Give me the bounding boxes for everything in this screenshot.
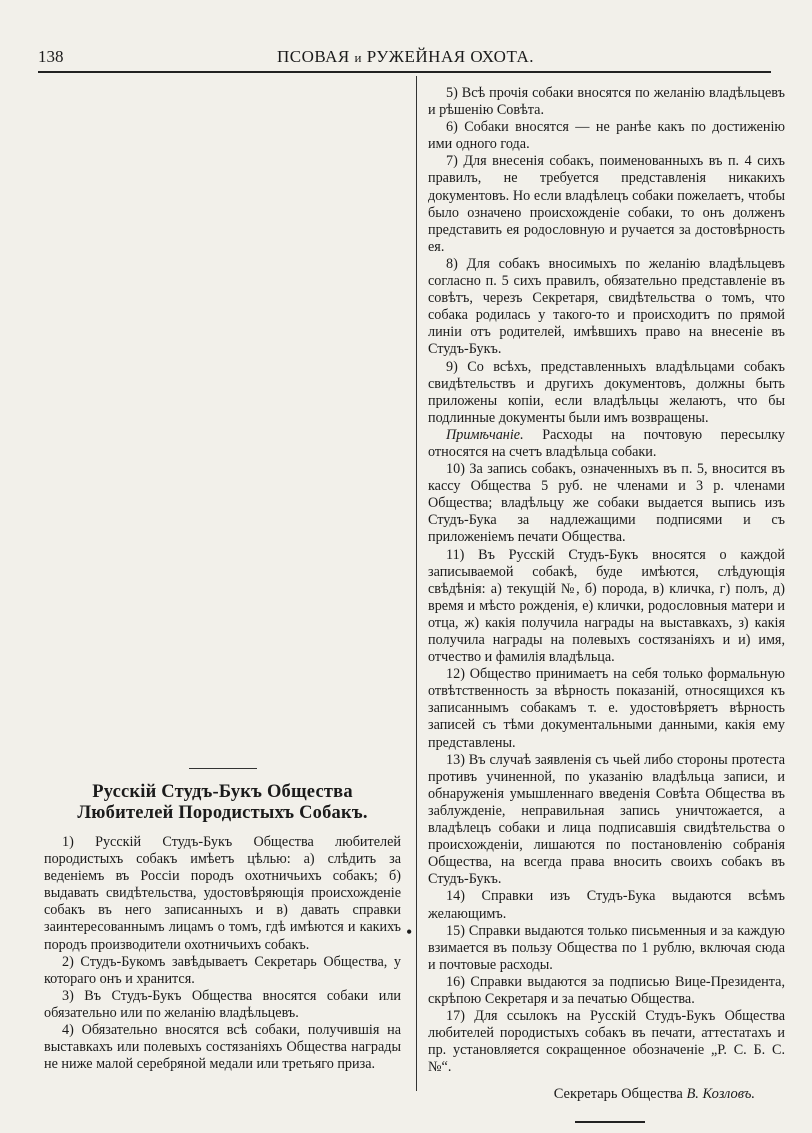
- paragraph-15: 15) Справки выдаются только письменныя и за каждую взимается въ пользу Общества по 1 рублю, включая сюда и почтовые расходы.: [428, 922, 785, 973]
- running-title-part2: РУЖЕЙНАЯ ОХОТА.: [366, 47, 535, 66]
- paragraph-13: 13) Въ случаѣ заявленія съ чьей либо стороны протеста противъ учиненной, по указанію владѣльца записи, и обнаруженія умышленнаго введенія Совѣта Общества въ заблужденіе, неправильная запись уничтожается, а владѣлецъ собаки и лица подписавшія свидѣтельства о происхожденіи, лишаются по постановленію собранія Общества, на всегда права вносить своихъ собакъ въ Студъ-Букъ.: [428, 751, 785, 888]
- paragraph-17: 17) Для ссылокъ на Русскій Студъ-Букъ Общества любителей породистыхъ собакъ въ печати, аттестатахъ и пр. установляется сокращенное обозначеніе „Р. С. Б. С. №“.: [428, 1008, 785, 1076]
- page-header: [38, 44, 773, 68]
- signature: [428, 1086, 785, 1103]
- paragraph-12: 12) Общество принимаетъ на себя только формальную отвѣтственность за вѣрность показаній, относящихся къ записаннымъ собакамъ т. е. удостовѣряетъ вѣрность записей съ тѣми документальными данными, какія ему представлены.: [428, 666, 785, 751]
- note-text: Расходы на почтовую пересылку относятся на счетъ владѣльца собаки.: [428, 426, 785, 460]
- paragraph-6: 6) Собаки вносятся — не ранѣе какъ по достиженію ими одного года.: [428, 119, 785, 153]
- paragraph-7: 7) Для внесенія собакъ, поименованныхъ въ п. 4 сихъ правилъ, не требуется представленія никакихъ документовъ. Но если владѣлецъ собаки пожелаетъ, чтобы было означено происхожденіе собаки, то онъ долженъ представить ея родословную и ручается за достовѣрность ея.: [428, 153, 785, 255]
- paragraph-4: 4) Обязательно вносятся всѣ собаки, получившія на выставкахъ или полевыхъ состязаніяхъ Общества награды не ниже малой серебряной медали или третьяго приза.: [44, 1022, 401, 1073]
- signature-name: В. Козловъ.: [686, 1086, 755, 1103]
- header-rule: [38, 71, 771, 73]
- paragraph-1: 1) Русскій Студъ-Букъ Общества любителей породистыхъ собакъ имѣетъ цѣлью: а) слѣдить за веденіемъ въ Россіи породъ охотничьихъ собакъ; б) выдавать свидѣтельства, удостовѣряющія происхожденіе собакъ въ него записанныхъ и в) давать справки заинтересованнымъ лицамъ о томъ, гдѣ имѣются и какихъ породъ производители охотничьихъ собакъ.: [44, 834, 401, 953]
- paragraph-16: 16) Справки выдаются за подписью Вице-Президента, скрѣпою Секретаря и за печатью Общества.: [428, 973, 785, 1007]
- end-rule: [575, 1121, 645, 1123]
- right-column: [428, 85, 785, 1123]
- column-divider: [416, 76, 417, 1091]
- paragraph-11: 11) Въ Русскій Студъ-Букъ вносятся о каждой записываемой собакѣ, буде имѣются, слѣдующія свѣдѣнія: а) текущій №, б) порода, в) кличка, г) полъ, д) время и мѣсто рожденія, е) клички, родословныя матери и отца, ж) какія получила награды на выставкахъ, з) какія получила награды на полевыхъ состязаніяхъ и и) имя, отчество и фамилія владѣльца.: [428, 546, 785, 666]
- running-title-part1: ПСОВАЯ: [276, 47, 350, 66]
- note-label: Примѣчаніе.: [446, 426, 524, 443]
- paragraph-10: 10) За запись собакъ, означенныхъ въ п. 5, вносится въ кассу Общества 5 руб. не членами и 3 р. членами Общества; владѣльцу же собаки выдается выпись изъ Студъ-Бука за надлежащими подписями и съ приложеніемъ печати Общества.: [428, 461, 785, 546]
- paragraph-2: 2) Студъ-Букомъ завѣдываетъ Секретарь Общества, у котораго онъ и хранится.: [44, 953, 401, 987]
- paragraph-3: 3) Въ Студъ-Букъ Общества вносятся собаки или обязательно или по желанію владѣльцевъ.: [44, 987, 401, 1021]
- running-title: [38, 47, 773, 67]
- signature-prefix: Секретарь Общества: [553, 1086, 683, 1103]
- paragraph-9: 9) Со всѣхъ, представленныхъ владѣльцами собакъ свидѣтельствъ и другихъ документовъ, должны быть приложены копіи, если владѣльцы желаютъ, что бы подлинные документы были имъ возвращены.: [428, 358, 785, 426]
- paragraph-14: 14) Справки изъ Студъ-Бука выдаются всѣмъ желающимъ.: [428, 888, 785, 922]
- note: [428, 427, 785, 461]
- section-title: Русскій Студъ-Букъ Общества Любителей Породистыхъ Собакъ.: [77, 782, 368, 823]
- left-column: [44, 768, 401, 1073]
- paragraph-5: 5) Всѣ прочія собаки вносятся по желанію владѣльцевъ и рѣшенію Совѣта.: [428, 85, 785, 119]
- section-rule: [189, 768, 257, 769]
- paragraph-8: 8) Для собакъ вносимыхъ по желанію владѣльцевъ согласно п. 5 сихъ правилъ, обязательно представленіе въ совѣтъ, черезъ Секретаря, свидѣтельства о томъ, что собака родилась у такого-то и происходитъ по прямой линіи отъ родителей, имѣвшихъ право на внесеніе въ Студъ-Букъ.: [428, 255, 785, 358]
- margin-dot: •: [406, 922, 413, 942]
- page-number: 138: [38, 47, 64, 66]
- running-title-conj: и: [354, 50, 362, 65]
